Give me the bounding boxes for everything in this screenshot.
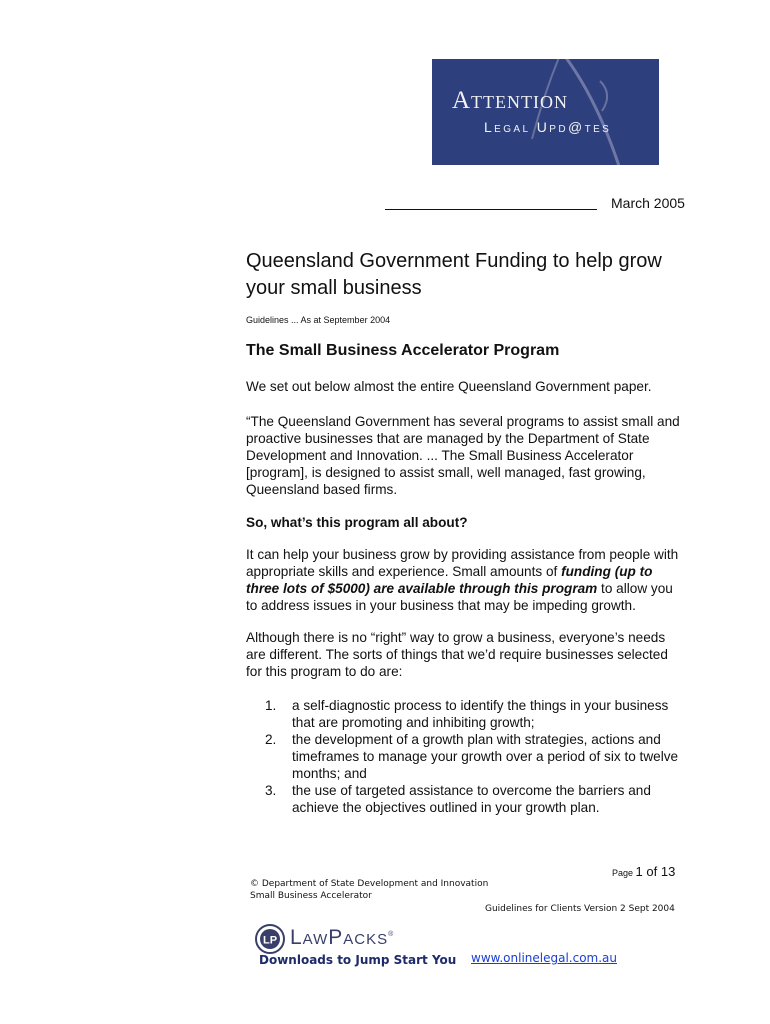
banner-title: Attention — [452, 87, 569, 114]
list-item-text: a self-diagnostic process to identify the things in your business that are promoting and inhibiting growth; — [292, 698, 669, 730]
onlinelegal-link[interactable]: www.onlinelegal.com.au — [471, 951, 617, 965]
footer-version: Guidelines for Clients Version 2 Sept 2004 — [485, 904, 675, 914]
list-item-number: 1. — [265, 698, 277, 713]
help-text-before: It can help your business grow by providing assistance from people with appropriate skills and experience. Small amounts of — [246, 547, 679, 579]
list-item-number: 2. — [265, 732, 277, 747]
help-text-after: to allow you to address issues in your business that may be impeding growth. — [246, 581, 673, 613]
quote-paragraph: “The Queensland Government has several programs to assist small and proactive businesses that are managed by the Department of State Development and Innovation. ... The Small Business Accelerator [program], is designed to assist small, well managed, fast growing, Queensland based firms. — [246, 414, 680, 497]
page-total: 13 — [660, 864, 676, 879]
date-rule — [385, 209, 597, 210]
intro-paragraph: We set out below almost the entire Queensland Government paper. — [246, 379, 652, 394]
document-date: March 2005 — [611, 195, 685, 211]
footer-copyright: © Department of State Development and Innovation — [250, 879, 489, 889]
list-item-number: 3. — [265, 783, 277, 798]
lawpacks-name-text: LawPacks — [290, 926, 389, 949]
attention-legal-updates-banner — [432, 59, 659, 165]
page-separator: of — [642, 864, 661, 879]
document-subtitle: Guidelines ... As at September 2004 — [246, 315, 391, 325]
question-heading: So, what’s this program all about? — [246, 515, 468, 530]
page-number — [612, 864, 675, 879]
list-item-text: the development of a growth plan with strategies, actions and timeframes to manage your growth over a period of six to twelve months; and — [292, 732, 679, 781]
document-title: Queensland Government Funding to help grow your small business — [246, 250, 662, 299]
lawpacks-logo-name — [290, 926, 394, 950]
lawpacks-badge-text: LP — [262, 934, 278, 947]
help-text-emphasis: funding (up to three lots of $5000) are available through this program — [246, 564, 653, 596]
help-paragraph — [246, 546, 686, 614]
banner-subtitle: Legal Upd@tes — [484, 119, 612, 135]
page-current: 1 — [635, 864, 643, 879]
lawpacks-tagline: Downloads to Jump Start You — [259, 953, 457, 967]
section-heading: The Small Business Accelerator Program — [246, 342, 560, 359]
lawpacks-badge-icon — [255, 924, 285, 954]
although-paragraph: Although there is no “right” way to grow a business, everyone’s needs are different. The sorts of things that we’d require businesses selected for this program to do are: — [246, 630, 668, 679]
lawpacks-trademark: ® — [388, 931, 395, 938]
list-item-text: the use of targeted assistance to overcome the barriers and achieve the objectives outlined in your growth plan. — [292, 783, 651, 815]
footer-program: Small Business Accelerator — [250, 891, 372, 901]
page-label: Page — [612, 868, 636, 878]
